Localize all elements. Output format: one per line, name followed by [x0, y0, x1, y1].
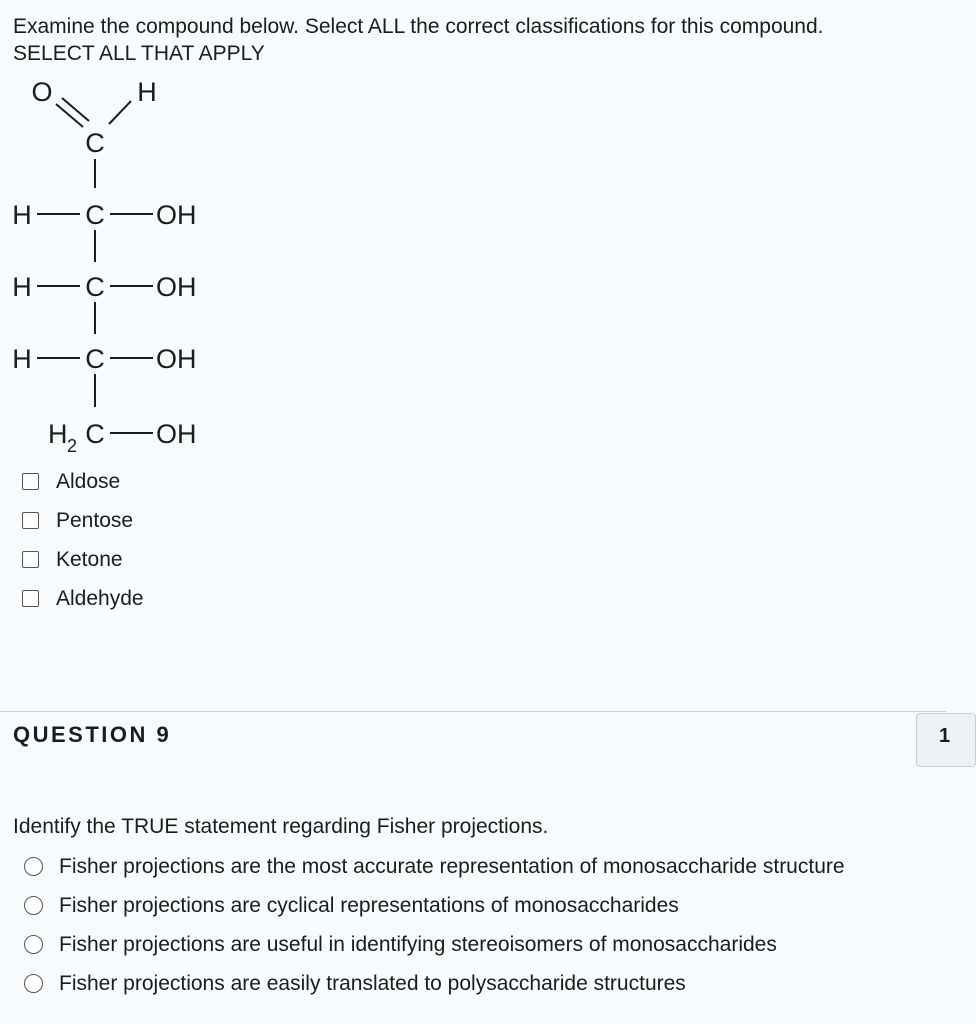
- fischer-projection-structure: [0, 70, 230, 460]
- points-tab: 1: [916, 713, 976, 767]
- question-9-prompt: Identify the TRUE statement regarding Fisher projections.: [13, 815, 549, 838]
- option-aldose[interactable]: [22, 462, 144, 501]
- ch2-hydrogen: H: [48, 419, 68, 449]
- option-label: Aldose: [56, 469, 121, 493]
- radio-button[interactable]: [24, 935, 43, 954]
- option-label: Fisher projections are easily translated to polysaccharide structures: [59, 971, 686, 995]
- ch2-carbon: C: [85, 419, 105, 449]
- ch2-subscript: 2: [67, 436, 78, 456]
- radio-button[interactable]: [24, 857, 43, 876]
- radio-option-2[interactable]: [24, 886, 845, 925]
- row2-oh: OH: [156, 272, 197, 302]
- row3-oh: OH: [156, 344, 197, 374]
- double-bond-line-1: [56, 104, 83, 127]
- row3-h: H: [12, 344, 32, 374]
- row1-h: H: [12, 200, 32, 230]
- option-label: Fisher projections are the most accurate representation of monosaccharide structure: [59, 854, 845, 878]
- radio-button[interactable]: [24, 896, 43, 915]
- question-divider: [0, 711, 946, 712]
- checkbox[interactable]: [22, 551, 39, 568]
- question-9-options: [24, 847, 845, 1003]
- ch2-oh: OH: [156, 419, 197, 449]
- carbonyl-hydrogen: H: [137, 77, 157, 107]
- radio-option-3[interactable]: [24, 925, 845, 964]
- question-8-select-all-note: SELECT ALL THAT APPLY: [13, 42, 265, 65]
- question-8-options: [22, 462, 144, 618]
- radio-option-1[interactable]: [24, 847, 845, 886]
- option-pentose[interactable]: [22, 501, 144, 540]
- row1-oh: OH: [156, 200, 197, 230]
- row2-c: C: [85, 272, 105, 302]
- option-ketone[interactable]: [22, 540, 144, 579]
- checkbox[interactable]: [22, 512, 39, 529]
- double-bond-line-2: [62, 98, 89, 121]
- checkbox[interactable]: [22, 590, 39, 607]
- question-8-prompt: [13, 13, 824, 67]
- option-label: Ketone: [56, 547, 123, 571]
- option-label: Fisher projections are cyclical representations of monosaccharides: [59, 893, 679, 917]
- carbon-c1: C: [85, 128, 105, 158]
- radio-option-4[interactable]: [24, 964, 845, 1003]
- row3-c: C: [85, 344, 105, 374]
- question-9-title: QUESTION 9: [13, 722, 172, 747]
- option-label: Fisher projections are useful in identifying stereoisomers of monosaccharides: [59, 932, 777, 956]
- option-label: Aldehyde: [56, 586, 144, 610]
- option-aldehyde[interactable]: [22, 579, 144, 618]
- radio-button[interactable]: [24, 974, 43, 993]
- row1-c: C: [85, 200, 105, 230]
- row2-h: H: [12, 272, 32, 302]
- option-label: Pentose: [56, 508, 134, 532]
- carbonyl-oxygen: O: [31, 77, 53, 107]
- question-8-instruction: Examine the compound below. Select ALL the correct classifications for this compound.: [13, 15, 824, 38]
- checkbox[interactable]: [22, 473, 39, 490]
- aldehyde-h-bond: [109, 101, 131, 124]
